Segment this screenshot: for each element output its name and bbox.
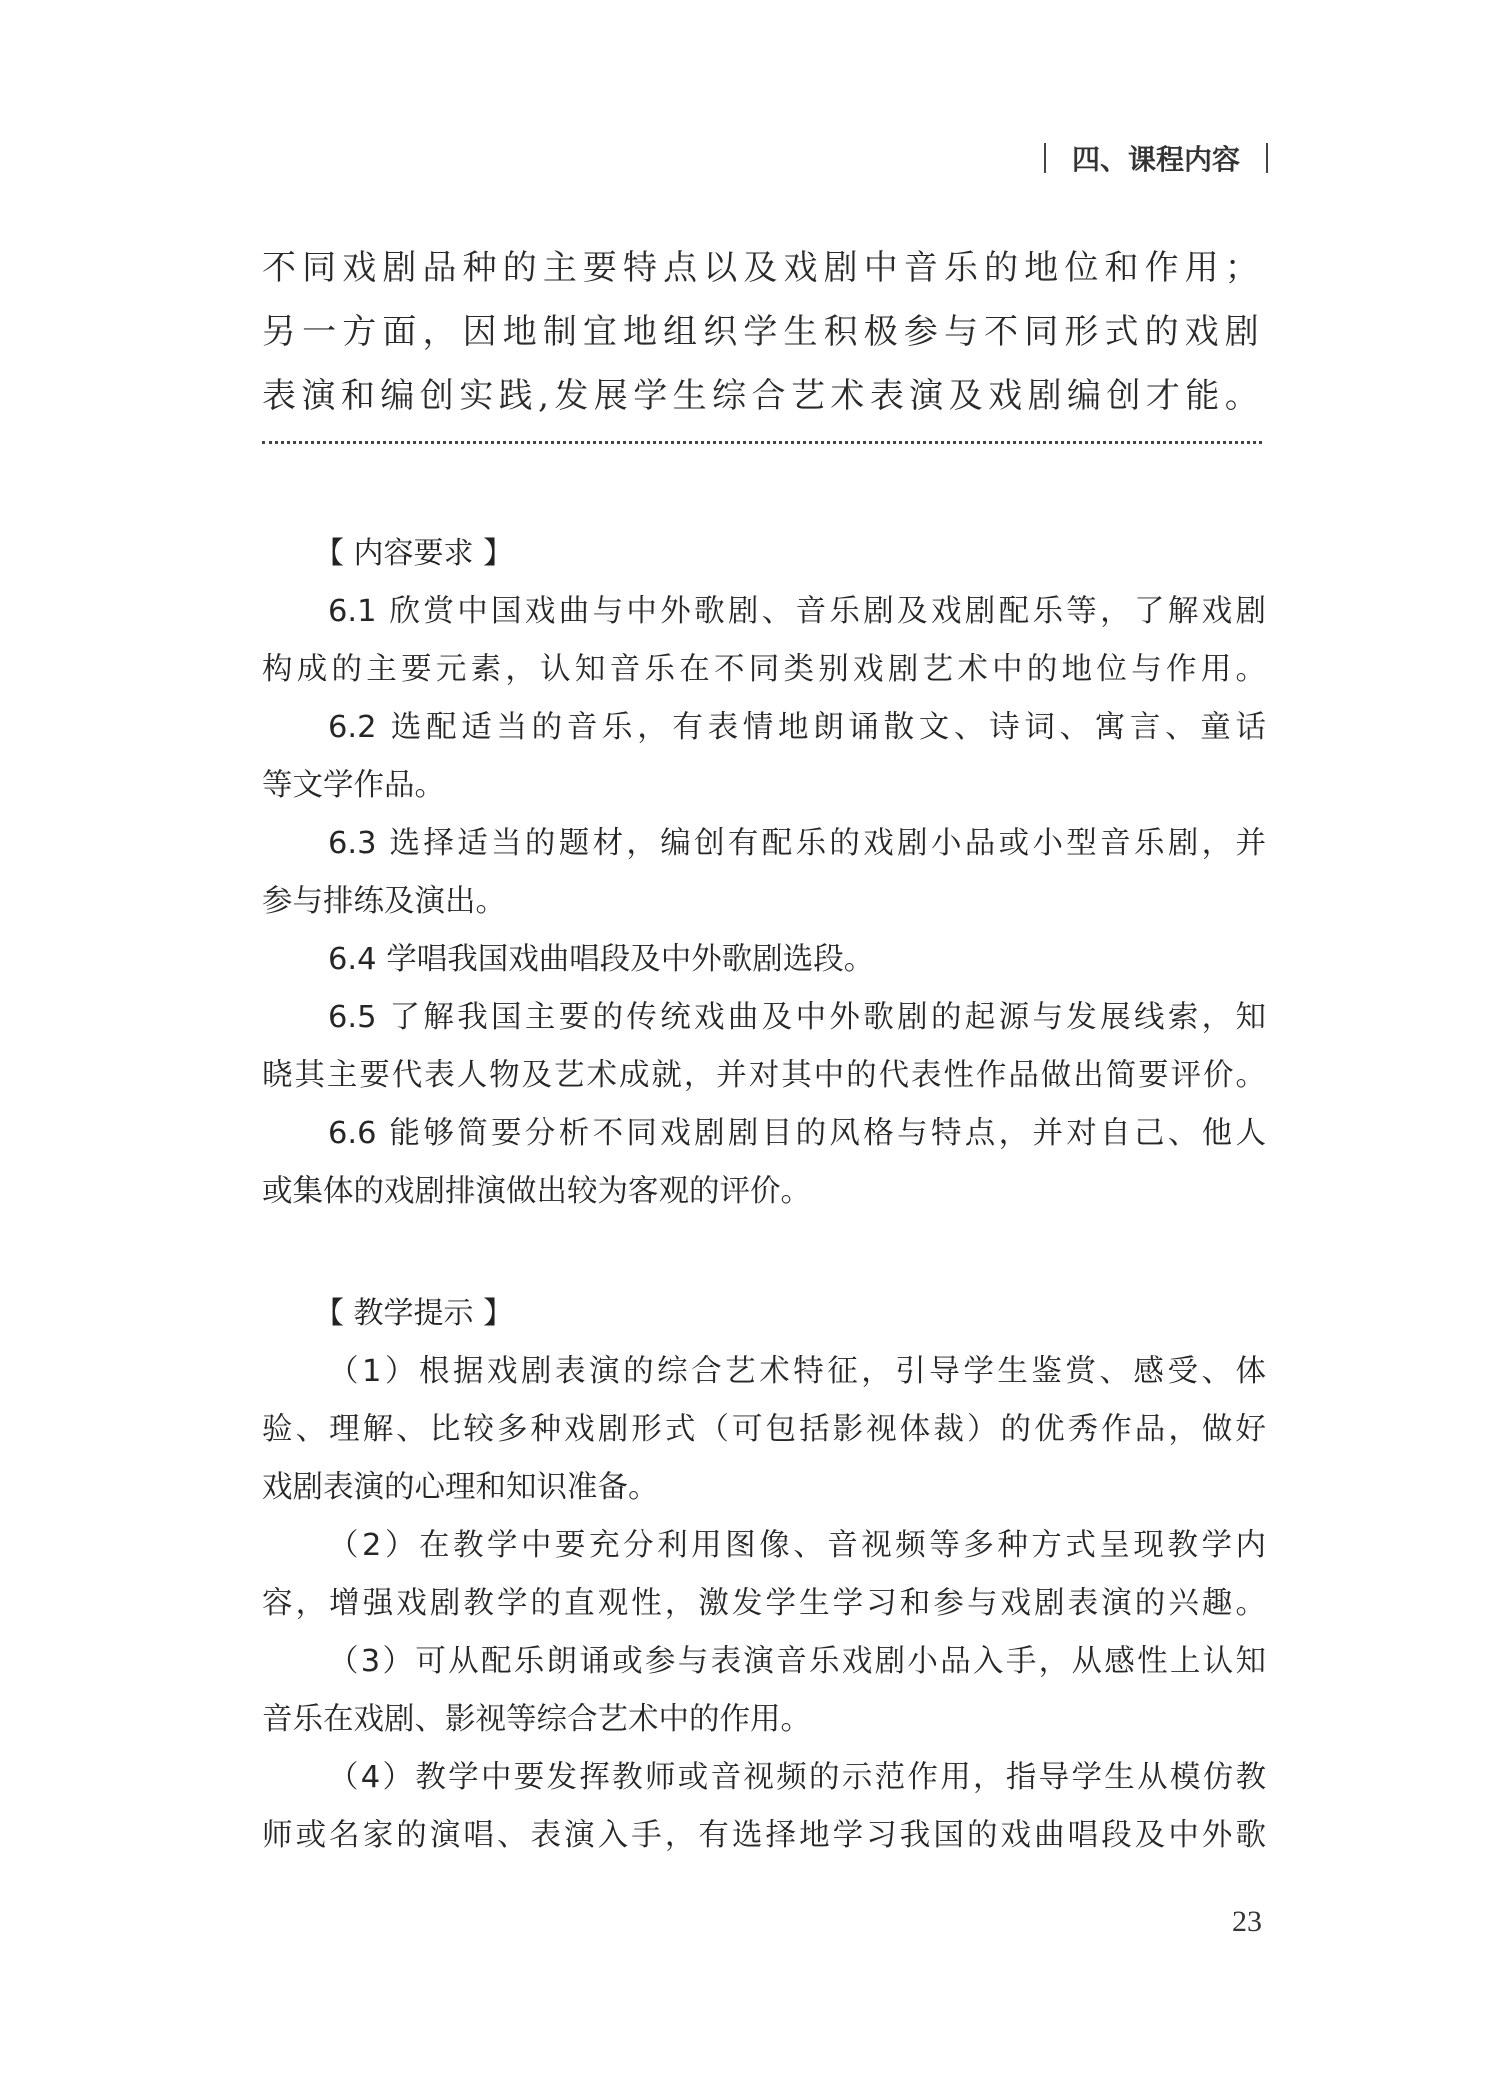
requirement-item [262,931,1266,989]
dotted-divider [262,441,1262,444]
running-title: 四、课程内容 [1071,143,1240,176]
requirement-item [262,699,1266,815]
running-header [1044,138,1268,178]
requirement-item [262,815,1266,931]
requirement-item [262,1105,1266,1221]
paragraph-line: 构成的主要元素，认知音乐在不同类别戏剧艺术中的地位与作用。 [262,652,1266,687]
header-left-bar [1044,143,1046,173]
intro-text-block [262,236,1262,428]
paragraph-line: （1）根据戏剧表演的综合艺术特征，引导学生鉴赏、感受、体 [328,1354,1266,1389]
tip-item [262,1517,1266,1633]
page-number: 23 [1232,1905,1262,1938]
paragraph-line: 验、理解、比较多种戏剧形式（可包括影视体裁）的优秀作品，做好 [262,1412,1266,1447]
section-heading: 【 内容要求 】 [314,536,514,571]
intro-line: 表演和编创实践,发展学生综合艺术表演及戏剧编创才能。 [262,376,1262,416]
teaching-tips-section [262,1285,1266,1865]
paragraph-line: 6.4 学唱我国戏曲唱段及中外歌剧选段。 [328,942,875,977]
content-requirements-section [262,525,1266,1221]
intro-line: 另一方面，因地制宜地组织学生积极参与不同形式的戏剧 [262,312,1262,352]
paragraph-line: 6.1 欣赏中国戏曲与中外歌剧、音乐剧及戏剧配乐等，了解戏剧 [328,594,1266,629]
paragraph-line: 等文学作品。 [262,768,445,803]
paragraph-line: 戏剧表演的心理和知识准备。 [262,1470,659,1505]
paragraph-line: 容，增强戏剧教学的直观性，激发学生学习和参与戏剧表演的兴趣。 [262,1586,1266,1621]
tip-item [262,1343,1266,1517]
paragraph-line: 参与排练及演出。 [262,884,506,919]
paragraph-line: 6.6 能够简要分析不同戏剧剧目的风格与特点，并对自己、他人 [328,1116,1266,1151]
tip-item [262,1633,1266,1749]
paragraph-line: （3）可从配乐朗诵或参与表演音乐戏剧小品入手，从感性上认知 [328,1644,1266,1679]
paragraph-line: 6.3 选择适当的题材，编创有配乐的戏剧小品或小型音乐剧，并 [328,826,1266,861]
requirement-item [262,989,1266,1105]
paragraph-line: 6.2 选配适当的音乐，有表情地朗诵散文、诗词、寓言、童话 [328,710,1266,745]
intro-line: 不同戏剧品种的主要特点以及戏剧中音乐的地位和作用； [262,248,1262,288]
paragraph-line: （2）在教学中要充分利用图像、音视频等多种方式呈现教学内 [328,1528,1266,1563]
paragraph-line: 师或名家的演唱、表演入手，有选择地学习我国的戏曲唱段及中外歌 [262,1818,1266,1853]
paragraph-line: 晓其主要代表人物及艺术成就，并对其中的代表性作品做出简要评价。 [262,1058,1266,1093]
paragraph-line: 6.5 了解我国主要的传统戏曲及中外歌剧的起源与发展线索，知 [328,1000,1266,1035]
tip-item [262,1749,1266,1865]
header-right-bar [1266,143,1268,173]
requirement-item [262,583,1266,699]
section-heading: 【 教学提示 】 [314,1296,514,1331]
paragraph-line: 或集体的戏剧排演做出较为客观的评价。 [262,1174,811,1209]
paragraph-line: （4）教学中要发挥教师或音视频的示范作用，指导学生从模仿教 [328,1760,1266,1795]
paragraph-line: 音乐在戏剧、影视等综合艺术中的作用。 [262,1702,811,1737]
